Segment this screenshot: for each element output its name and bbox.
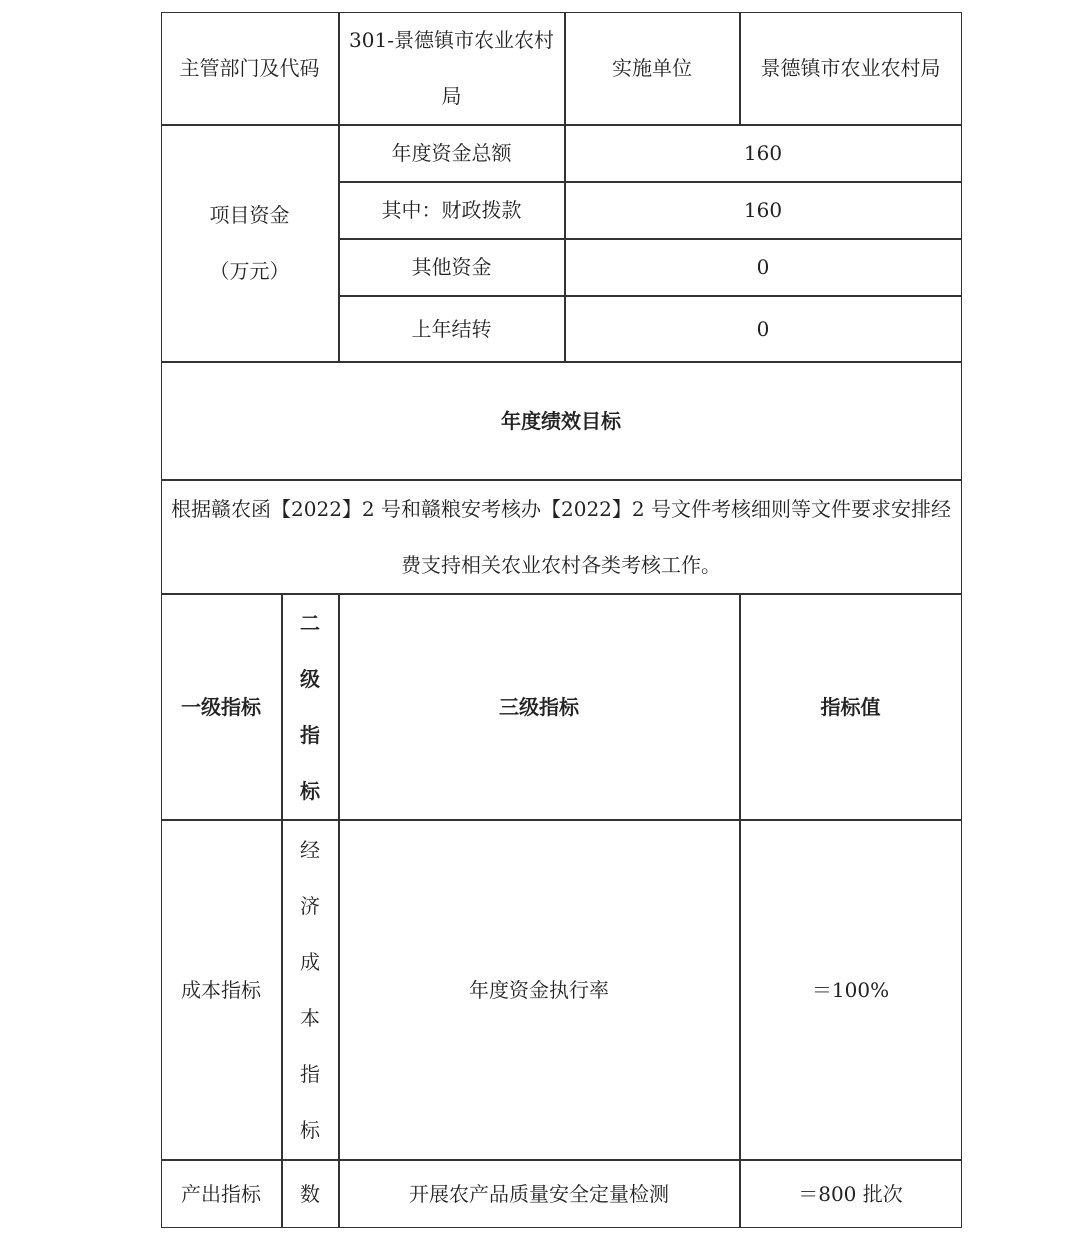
dept-value: 301-景德镇市农业农村局: [339, 12, 565, 125]
funds-label: [161, 125, 339, 362]
char: 成: [300, 949, 320, 974]
dept-label: 主管部门及代码: [161, 12, 339, 125]
row-level3: 开展农产品质量安全定量检测: [339, 1160, 740, 1228]
funds-row-value: 160: [565, 182, 962, 239]
char: 二: [300, 610, 320, 635]
char: 指: [300, 722, 320, 747]
row-level3: 年度资金执行率: [339, 820, 740, 1160]
char: 级: [300, 666, 320, 691]
row-level1: 成本指标: [161, 820, 282, 1160]
impl-label: 实施单位: [565, 12, 740, 125]
row-value: ＝100%: [740, 820, 962, 1160]
funds-row-value: 0: [565, 239, 962, 296]
funds-row-label: 上年结转: [339, 296, 565, 362]
funds-label-line1: 项目资金: [209, 203, 290, 227]
funds-row-value: 160: [565, 125, 962, 182]
header-level3: 三级指标: [339, 594, 740, 820]
goal-text: 根据赣农函【2022】2 号和赣粮安考核办【2022】2 号文件考核细则等文件要求安排经费支持相关农业农村各类考核工作。: [161, 480, 962, 594]
char: 标: [300, 1117, 320, 1142]
char: 指: [300, 1061, 320, 1086]
char: 本: [300, 1005, 320, 1030]
char: 标: [300, 778, 320, 803]
header-level1: 一级指标: [161, 594, 282, 820]
row-level1: 产出指标: [161, 1160, 282, 1228]
funds-row-label: 年度资金总额: [339, 125, 565, 182]
header-value: 指标值: [740, 594, 962, 820]
funds-row-label: 其中：财政拨款: [339, 182, 565, 239]
goal-title: 年度绩效目标: [161, 362, 962, 480]
funds-row-label: 其他资金: [339, 239, 565, 296]
char: 经: [300, 837, 320, 862]
row-level2: [282, 820, 339, 1160]
header-level2: [282, 594, 339, 820]
row-value: ＝800 批次: [740, 1160, 962, 1228]
funds-row-value: 0: [565, 296, 962, 362]
impl-value: 景德镇市农业农村局: [740, 12, 962, 125]
row-level2: 数: [282, 1160, 339, 1228]
funds-label-line2: （万元）: [209, 259, 290, 283]
char: 济: [300, 893, 320, 918]
